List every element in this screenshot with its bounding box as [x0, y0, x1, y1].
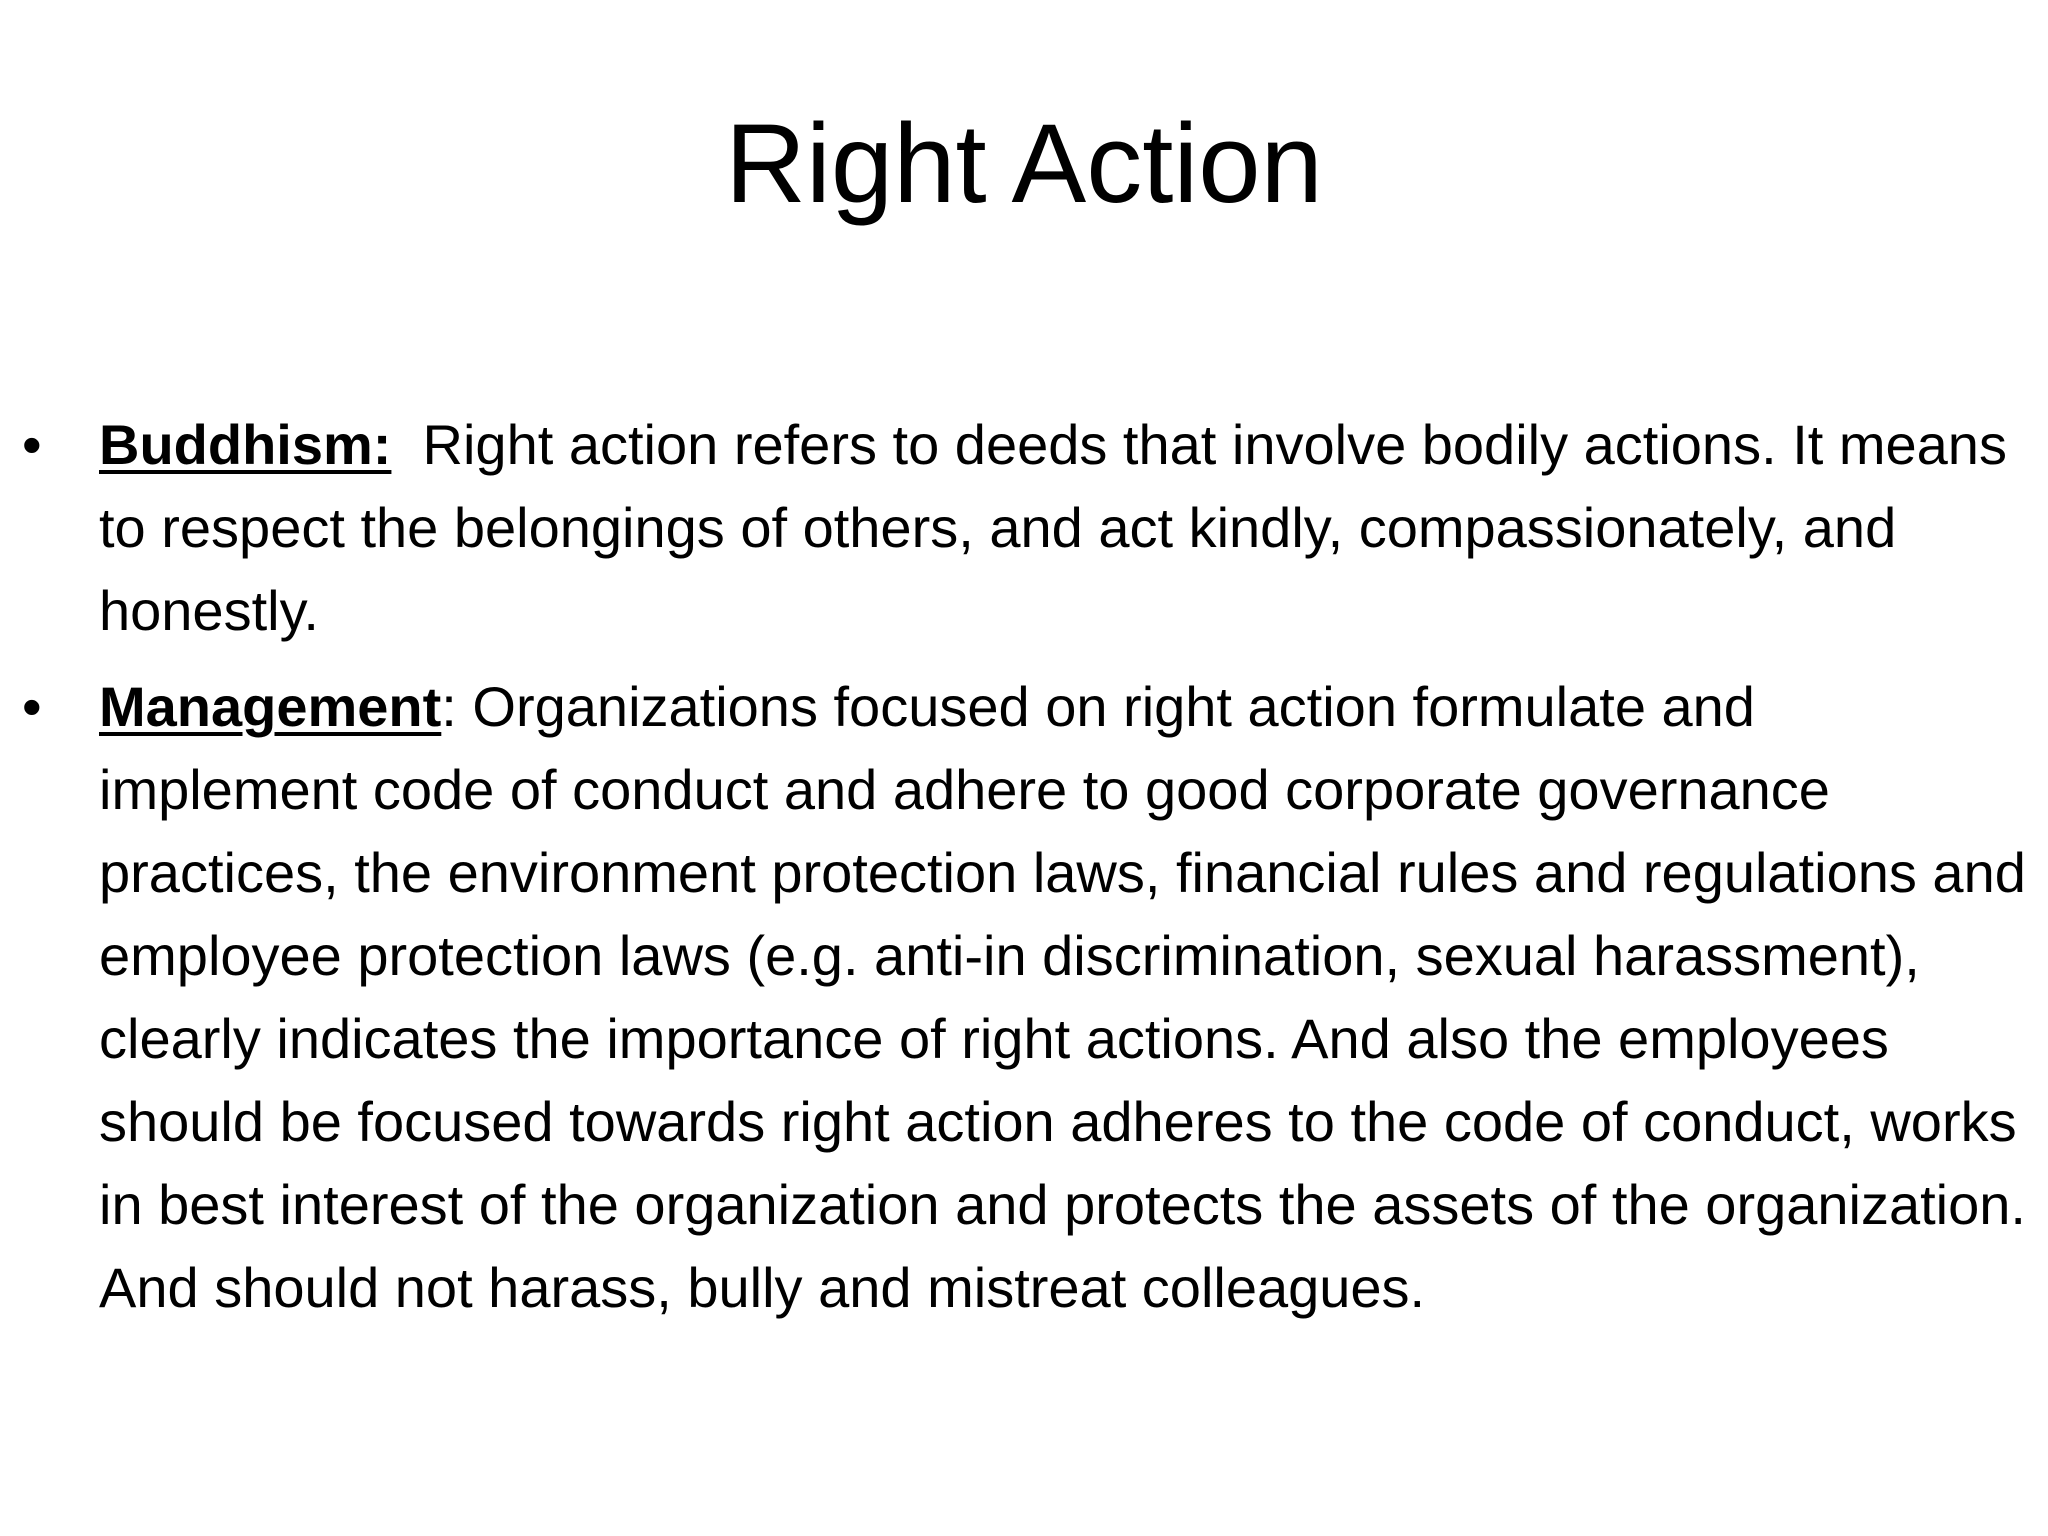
bullet-body: Right action refers to deeds that involve bodily actions. It means to respect the belongings of others, and act kindly, compassionately, and honestly.	[99, 413, 2007, 642]
bullet-dot: •	[22, 413, 42, 476]
slide-title: Right Action	[725, 101, 1323, 226]
bullet-item-management	[22, 665, 2027, 1329]
bullet-term: Buddhism:	[99, 413, 392, 476]
bullet-list	[22, 403, 2027, 1342]
bullet-item-buddhism	[22, 403, 2027, 652]
bullet-separator: :	[441, 675, 473, 738]
bullet-text	[99, 665, 2027, 1329]
bullet-body: Organizations focused on right action formulate and implement code of conduct and adhere to good corporate governance practices, the environment protection laws, financial rules and regulations and employee protection laws (e.g. anti-in discrimination, sexual harassment), clearly indicates the importance of right actions. And also the employees should be focused towards right action adheres to the code of conduct, works in best interest of the organization and protects the assets of the organization. And should not harass, bully and mistreat colleagues.	[99, 675, 2026, 1319]
bullet-text	[99, 403, 2027, 652]
bullet-separator	[391, 413, 422, 476]
bullet-term: Management	[99, 675, 442, 738]
bullet-dot: •	[22, 675, 42, 738]
